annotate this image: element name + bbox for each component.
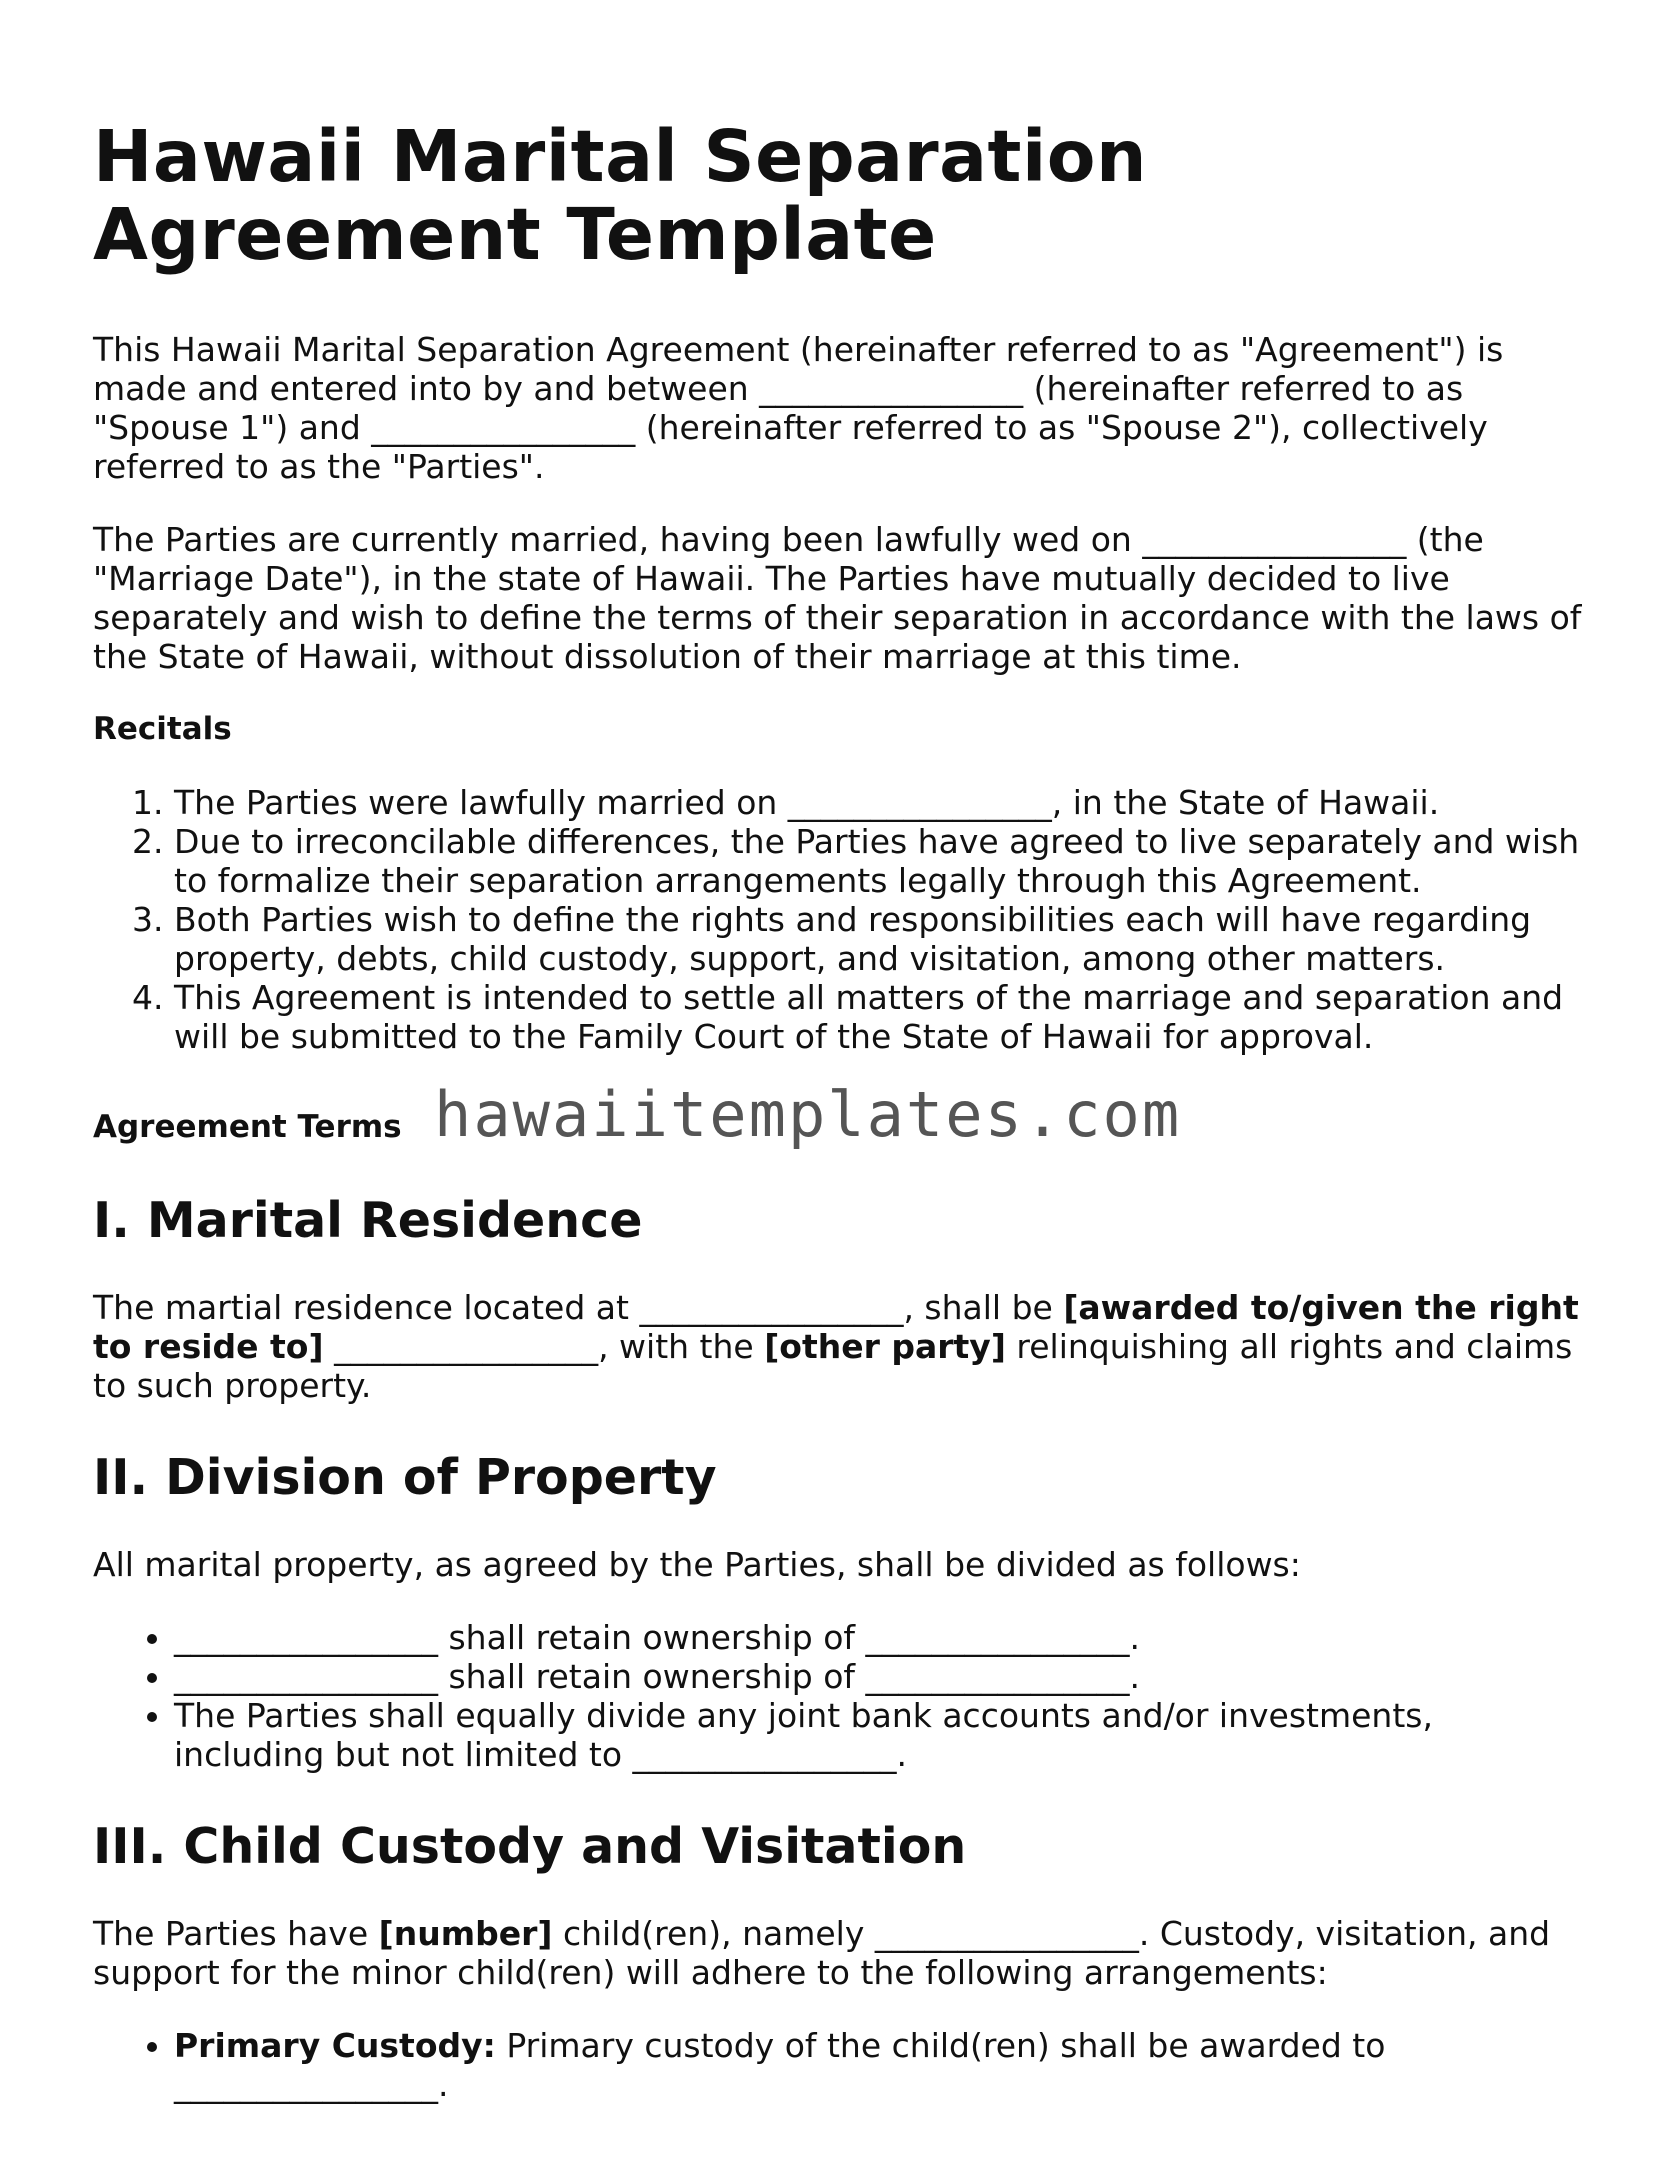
agreement-terms-row [93, 1078, 1583, 1151]
placeholder-bold: [number] [378, 1914, 553, 1953]
marital-residence-paragraph [93, 1288, 1583, 1405]
text-segment: The martial residence located at ________________, shall be [93, 1288, 1064, 1327]
intro-paragraph-parties: This Hawaii Marital Separation Agreement (hereinafter referred to as "Agreement") is made and entered into by and between ________________ (hereinafter referred to as "Spouse 1") and ________________ (hereinafter referred to as "Spouse 2"), collectively referred to as the "Parties". [93, 330, 1504, 486]
agreement-terms-label: Agreement Terms [93, 1109, 402, 1145]
division-intro: All marital property, as agreed by the Parties, shall be divided as follows: [93, 1545, 1301, 1584]
section-heading-marital-residence: I. Marital Residence [93, 1192, 643, 1249]
intro-paragraph-marriage: The Parties are currently married, having been lawfully wed on ________________ (the "Marriage Date"), in the state of Hawaii. The Parties have mutually decided to live separately and wish to define the terms of their separation in accordance with the laws of the State of Hawaii, without dissolution of their marriage at this time. [93, 520, 1582, 676]
section-heading-child-custody: III. Child Custody and Visitation [93, 1818, 967, 1875]
placeholder-bold: [other party] [764, 1327, 1006, 1366]
text-segment: ________________, with the [323, 1327, 765, 1366]
text-segment: The Parties have [93, 1914, 379, 1953]
list-item: 3. Both Parties wish to define the rights and responsibilities each will have regarding property, debts, child custody, support, and visitation, among other matters. [174, 900, 1583, 978]
recitals-list [93, 783, 1583, 1056]
child-custody-paragraph [93, 1914, 1583, 1992]
section-heading-division-of-property: II. Division of Property [93, 1449, 717, 1506]
list-item: 4. This Agreement is intended to settle all matters of the marriage and separation and will be submitted to the Family Court of the State of Hawaii for approval. [174, 978, 1583, 1056]
list-item: • ________________ shall retain ownership of ________________. [174, 1618, 1583, 1657]
document-page [93, 0, 1583, 2104]
list-item: • ________________ shall retain ownership of ________________. [174, 1657, 1583, 1696]
text-segment: child(ren), namely ________________. Custody, visitation, and support for the minor child(ren) will adhere to the following arrangements: [93, 1914, 1551, 1992]
watermark: hawaiitemplates.com [434, 1078, 1182, 1151]
list-item [174, 2026, 1583, 2104]
list-item: 1. The Parties were lawfully married on ________________, in the State of Hawaii. [174, 783, 1583, 822]
custody-text: Primary custody of the child(ren) shall be awarded to ________________. [174, 2026, 1386, 2104]
list-item: • The Parties shall equally divide any joint bank accounts and/or investments, including but not limited to ________________. [174, 1696, 1583, 1774]
custody-list [93, 2026, 1583, 2104]
document-title: Hawaii Marital Separation Agreement Template [93, 115, 1148, 276]
recitals-label: Recitals [93, 711, 232, 747]
placeholder-bold: [awarded to/given the right to reside to] [93, 1288, 1579, 1366]
text-segment: relinquishing all rights and claims to such property. [93, 1327, 1573, 1405]
property-list [93, 1618, 1583, 1774]
list-item: 2. Due to irreconcilable differences, the Parties have agreed to live separately and wish to formalize their separation arrangements legally through this Agreement. [174, 822, 1583, 900]
custody-label: Primary Custody: [174, 2026, 496, 2065]
